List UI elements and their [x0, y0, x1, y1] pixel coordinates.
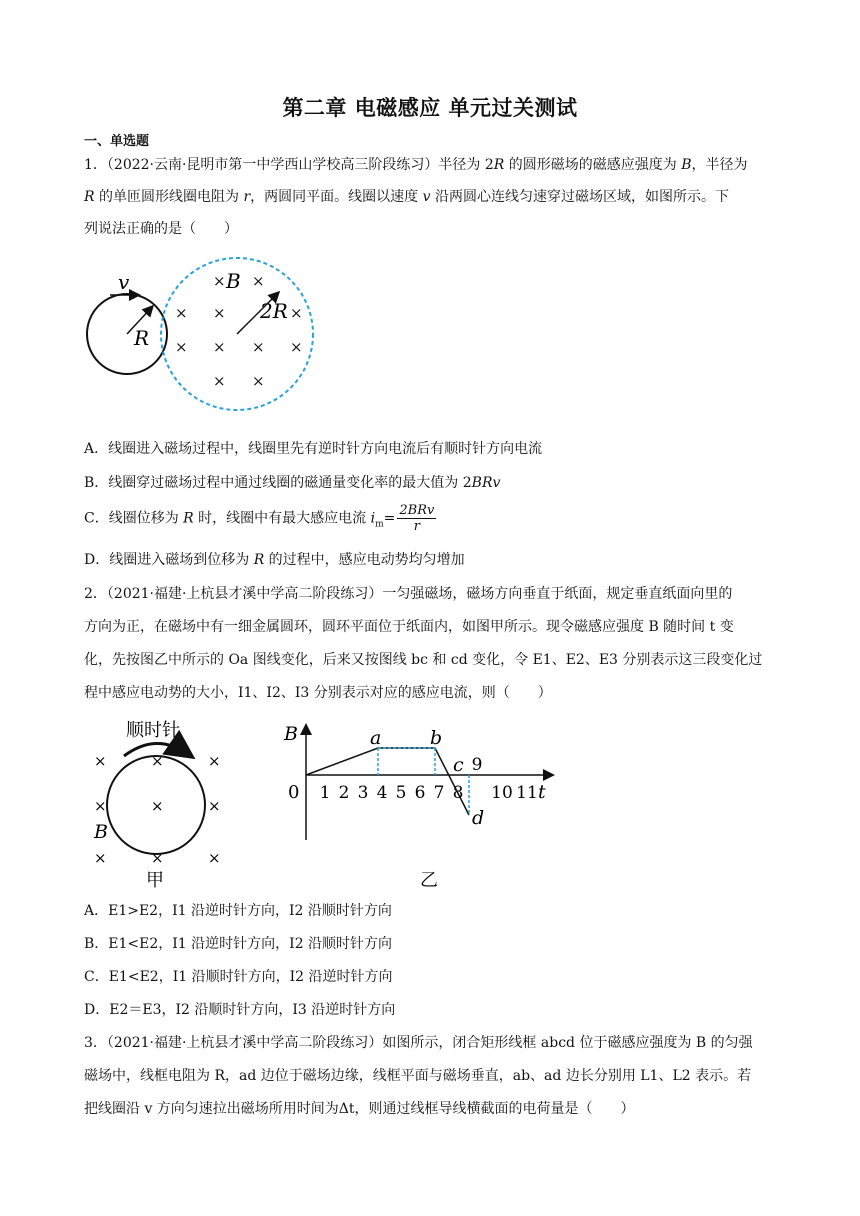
- cross-mark: ×: [213, 338, 226, 356]
- current-fraction: $\frac{\text{2BRv}}{r}$: [399, 503, 435, 534]
- q1-figure: [80, 255, 320, 415]
- q1-line-1: 1．（2022·云南·昆明市第一中学西山学校高三阶段练习）半径为 2R 的圆形磁场的磁感应强度为 B，半径为: [84, 157, 748, 173]
- x-tick-label: 8: [452, 783, 464, 803]
- t-axis-label: t: [538, 781, 546, 803]
- x-tick-label: 9: [471, 755, 483, 775]
- q1-option-d[interactable]: D．线圈进入磁场到位移为 R 的过程中，感应电动势均匀增加: [84, 552, 465, 568]
- q2-figure-yi: [282, 718, 562, 893]
- point-d-label: d: [472, 807, 485, 829]
- cross-mark: ×: [94, 752, 107, 770]
- cross-mark: ×: [208, 849, 221, 867]
- cross-mark: ×: [252, 338, 265, 356]
- cross-mark: ×: [252, 372, 265, 390]
- q1-option-c[interactable]: C．线圈位移为 R 时，线圈中有最大感应电流 $i_m=$ $\frac{\text{2BRv}}{r}$: [84, 503, 435, 534]
- q2-line-1: 2．（2021·福建·上杭县才溪中学高二阶段练习）一匀强磁场，磁场方向垂直于纸面，规定垂直纸面向里的: [84, 586, 733, 602]
- q2-option-d[interactable]: D．E2＝E3，I2 沿顺时针方向，I3 沿逆时针方向: [84, 1002, 396, 1018]
- q1-line-3: 列说法正确的是（ ）: [84, 221, 238, 237]
- cross-mark: ×: [175, 304, 188, 322]
- cross-mark: ×: [252, 272, 265, 290]
- q2-line-3: 化，先按图乙中所示的 Oa 图线变化，后来又按图线 bc 和 cd 变化，令 E1、E2、E3 分别表示这三段变化过: [84, 652, 763, 668]
- q2-figure-jia: [84, 718, 244, 893]
- cross-mark: ×: [208, 797, 221, 815]
- cross-mark: ×: [151, 752, 164, 770]
- B-t-graph-line: [306, 748, 469, 815]
- cross-mark: ×: [151, 849, 164, 867]
- field-2R-label: 2R: [260, 299, 288, 323]
- field-B-label: B: [226, 269, 241, 293]
- clockwise-label: 顺时针: [126, 720, 180, 741]
- q2-option-b[interactable]: B．E1<E2，I1 沿逆时针方向，I2 沿顺时针方向: [84, 936, 393, 952]
- velocity-label: v: [118, 270, 130, 294]
- point-b-label: b: [430, 727, 443, 749]
- q3-line-3: 把线圈沿 v 方向匀速拉出磁场所用时间为Δt，则通过线框导线横截面的电荷量是（ ）: [84, 1101, 635, 1117]
- q1-option-a[interactable]: A．线圈进入磁场过程中，线圈里先有逆时针方向电流后有顺时针方向电流: [84, 441, 543, 457]
- cross-mark: ×: [290, 338, 303, 356]
- q1-line-2: R 的单匝圆形线圈电阻为 r，两圆同平面。线圈以速度 v 沿两圆心连线匀速穿过磁场区域，如图所示。下: [84, 189, 729, 205]
- x-tick-label: 5: [395, 783, 407, 803]
- x-tick-label: 4: [376, 783, 388, 803]
- cross-mark: ×: [151, 797, 164, 815]
- q2-line-4: 程中感应电动势的大小，I1、I2、I3 分别表示对应的感应电流，则（ ）: [84, 685, 552, 701]
- q1-option-b[interactable]: B．线圈穿过磁场过程中通过线圈的磁通量变化率的最大值为 2BRv: [84, 475, 501, 491]
- x-tick-label: 1: [319, 783, 331, 803]
- figure-jia-label: 甲: [146, 870, 164, 891]
- x-tick-label: 3: [357, 783, 369, 803]
- cross-mark: ×: [213, 304, 226, 322]
- origin-label: 0: [288, 782, 300, 803]
- cross-mark: ×: [94, 849, 107, 867]
- x-tick-label: 6: [414, 783, 426, 803]
- cross-mark: ×: [213, 272, 226, 290]
- jia-B-label: B: [94, 821, 108, 843]
- radius-label: R: [134, 326, 150, 350]
- q2-line-2: 方向为正，在磁场中有一细金属圆环，圆环平面位于纸面内，如图甲所示。现令磁感应强度 B 随时间 t 变: [84, 619, 734, 635]
- figure-yi-label: 乙: [420, 870, 438, 891]
- x-tick-label: 11: [516, 783, 538, 803]
- point-c-label: c: [453, 754, 464, 776]
- x-tick-label: 7: [433, 783, 445, 803]
- q3-line-1: 3．（2021·福建·上杭县才溪中学高二阶段练习）如图所示，闭合矩形线框 abcd 位于磁感应强度为 B 的匀强: [84, 1035, 753, 1051]
- q2-option-c[interactable]: C．E1<E2，I1 沿顺时针方向，I2 沿逆时针方向: [84, 969, 393, 985]
- cross-mark: ×: [290, 304, 303, 322]
- point-a-label: a: [370, 727, 382, 749]
- cross-mark: ×: [213, 372, 226, 390]
- x-tick-label: 10: [491, 783, 513, 803]
- x-tick-label: 2: [338, 783, 350, 803]
- cross-mark: ×: [94, 797, 107, 815]
- section-heading: 一、单选题: [84, 134, 150, 149]
- q3-line-2: 磁场中，线框电阻为 R，ad 边位于磁场边缘，线框平面与磁场垂直，ab、ad 边长分别用 L1、L2 表示。若: [84, 1068, 752, 1084]
- page-title: 第二章 电磁感应 单元过关测试: [282, 96, 578, 120]
- cross-mark: ×: [208, 752, 221, 770]
- yi-B-axis-label: B: [284, 723, 298, 745]
- q2-option-a[interactable]: A．E1>E2，I1 沿逆时针方向，I2 沿顺时针方向: [84, 903, 392, 919]
- cross-mark: ×: [175, 338, 188, 356]
